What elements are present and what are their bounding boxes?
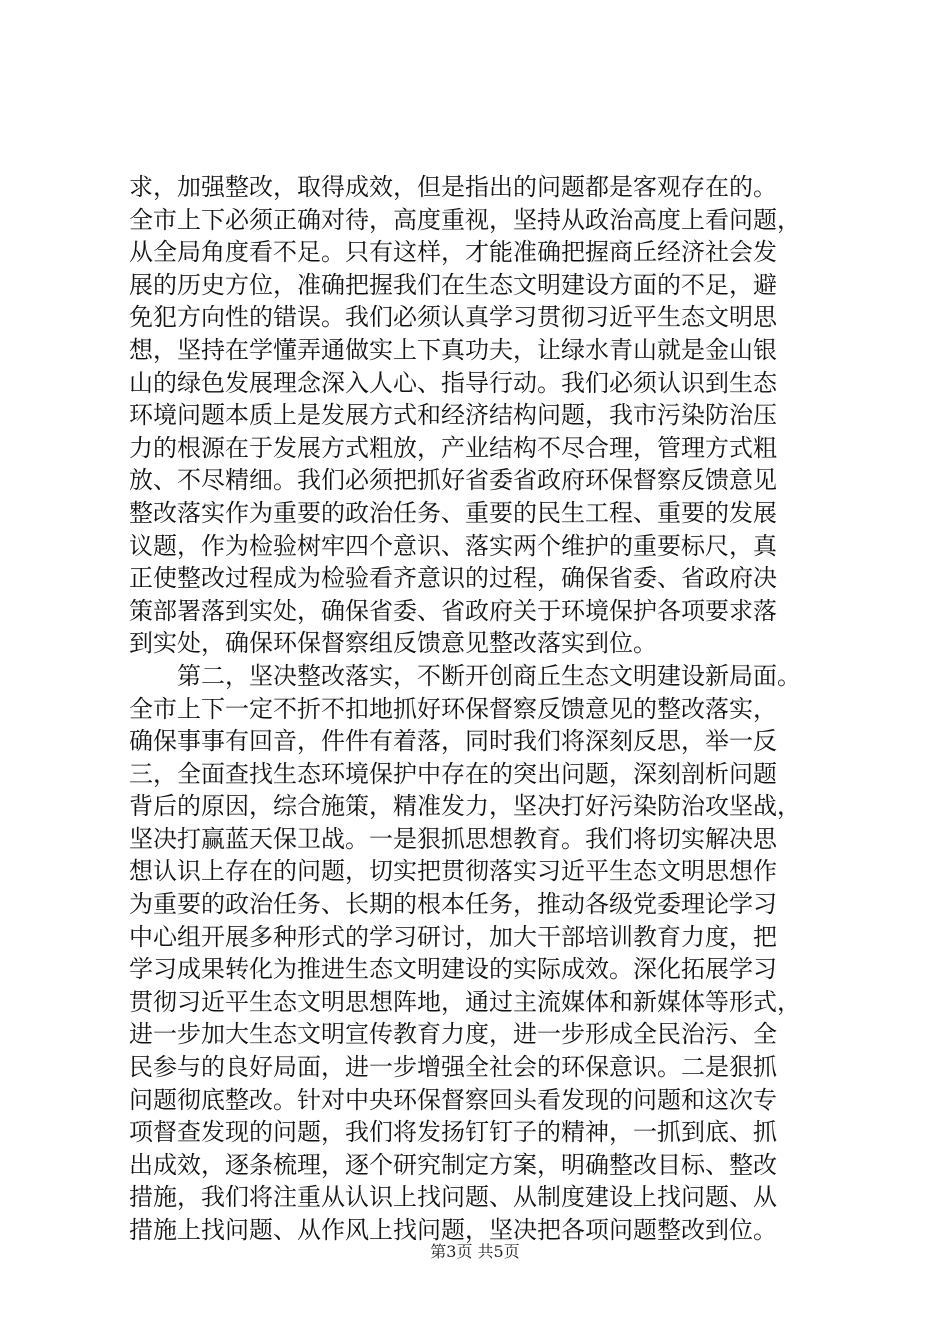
text-line: 想，坚持在学懂弄通做实上下真功夫，让绿水青山就是金山银	[129, 335, 777, 364]
text-line: 学习成果转化为推进生态文明建设的实际成效。深化拓展学习	[129, 955, 777, 984]
text-line: 免犯方向性的错误。我们必须认真学习贯彻习近平生态文明思	[129, 303, 777, 332]
text-line: 环境问题本质上是发展方式和经济结构问题，我市污染防治压	[129, 401, 777, 430]
text-line: 从全局角度看不足。只有这样，才能准确把握商丘经济社会发	[129, 238, 777, 267]
body-text	[129, 171, 829, 1247]
text-line: 想认识上存在的问题，切实把贯彻落实习近平生态文明思想作	[129, 857, 777, 886]
text-line: 背后的原因，综合施策，精准发力，坚决打好污染防治攻坚战，	[129, 792, 801, 821]
text-line: 出成效，逐条梳理，逐个研究制定方案，明确整改目标、整改	[129, 1150, 777, 1179]
text-line: 项督查发现的问题，我们将发扬钉钉子的精神，一抓到底、抓	[129, 1118, 777, 1147]
text-line: 全市上下一定不折不扣地抓好环保督察反馈意见的整改落实，	[129, 694, 777, 723]
text-line: 进一步加大生态文明宣传教育力度，进一步形成全民治污、全	[129, 1020, 777, 1049]
text-line: 山的绿色发展理念深入人心、指导行动。我们必须认识到生态	[129, 368, 777, 397]
text-line: 到实处，确保环保督察组反馈意见整改落实到位。	[129, 629, 657, 658]
text-line: 整改落实作为重要的政治任务、重要的民生工程、重要的发展	[129, 498, 777, 527]
text-line: 贯彻习近平生态文明思想阵地，通过主流媒体和新媒体等形式，	[129, 987, 801, 1016]
text-line: 放、不尽精细。我们必须把抓好省委省政府环保督察反馈意见	[129, 466, 777, 495]
text-line: 求，加强整改，取得成效，但是指出的问题都是客观存在的。	[129, 173, 777, 201]
text-line: 中心组开展多种形式的学习研讨，加大干部培训教育力度，把	[129, 922, 777, 951]
text-line: 展的历史方位，准确把握我们在生态文明建设方面的不足，避	[129, 270, 777, 299]
text-line: 全市上下必须正确对待，高度重视，坚持从政治高度上看问题，	[129, 205, 801, 234]
text-line: 为重要的政治任务、长期的根本任务，推动各级党委理论学习	[129, 890, 777, 919]
text-line: 三，全面查找生态环境保护中存在的突出问题，深刻剖析问题	[129, 759, 777, 788]
text-line: 措施，我们将注重从认识上找问题、从制度建设上找问题、从	[129, 1183, 777, 1212]
text-line: 问题彻底整改。针对中央环保督察回头看发现的问题和这次专	[129, 1085, 777, 1114]
text-line: 确保事事有回音，件件有着落，同时我们将深刻反思，举一反	[129, 727, 777, 756]
text-line: 议题，作为检验树牢四个意识、落实两个维护的重要标尺，真	[129, 531, 777, 560]
text-line: 力的根源在于发展方式粗放，产业结构不尽合理，管理方式粗	[129, 433, 777, 462]
paragraph-start-line: 第二，坚决整改落实，不断开创商丘生态文明建设新局面。	[177, 661, 801, 690]
text-line: 民参与的良好局面，进一步增强全社会的环保意识。二是狠抓	[129, 1053, 777, 1082]
page-number-footer: 第3页 共5页	[430, 1242, 520, 1261]
text-line: 策部署落到实处，确保省委、省政府关于环境保护各项要求落	[129, 596, 777, 625]
text-line: 正使整改过程成为检验看齐意识的过程，确保省委、省政府决	[129, 564, 777, 593]
text-line: 坚决打赢蓝天保卫战。一是狠抓思想教育。我们将切实解决思	[129, 824, 777, 853]
text-line: 措施上找问题、从作风上找问题，坚决把各项问题整改到位。	[129, 1216, 777, 1244]
